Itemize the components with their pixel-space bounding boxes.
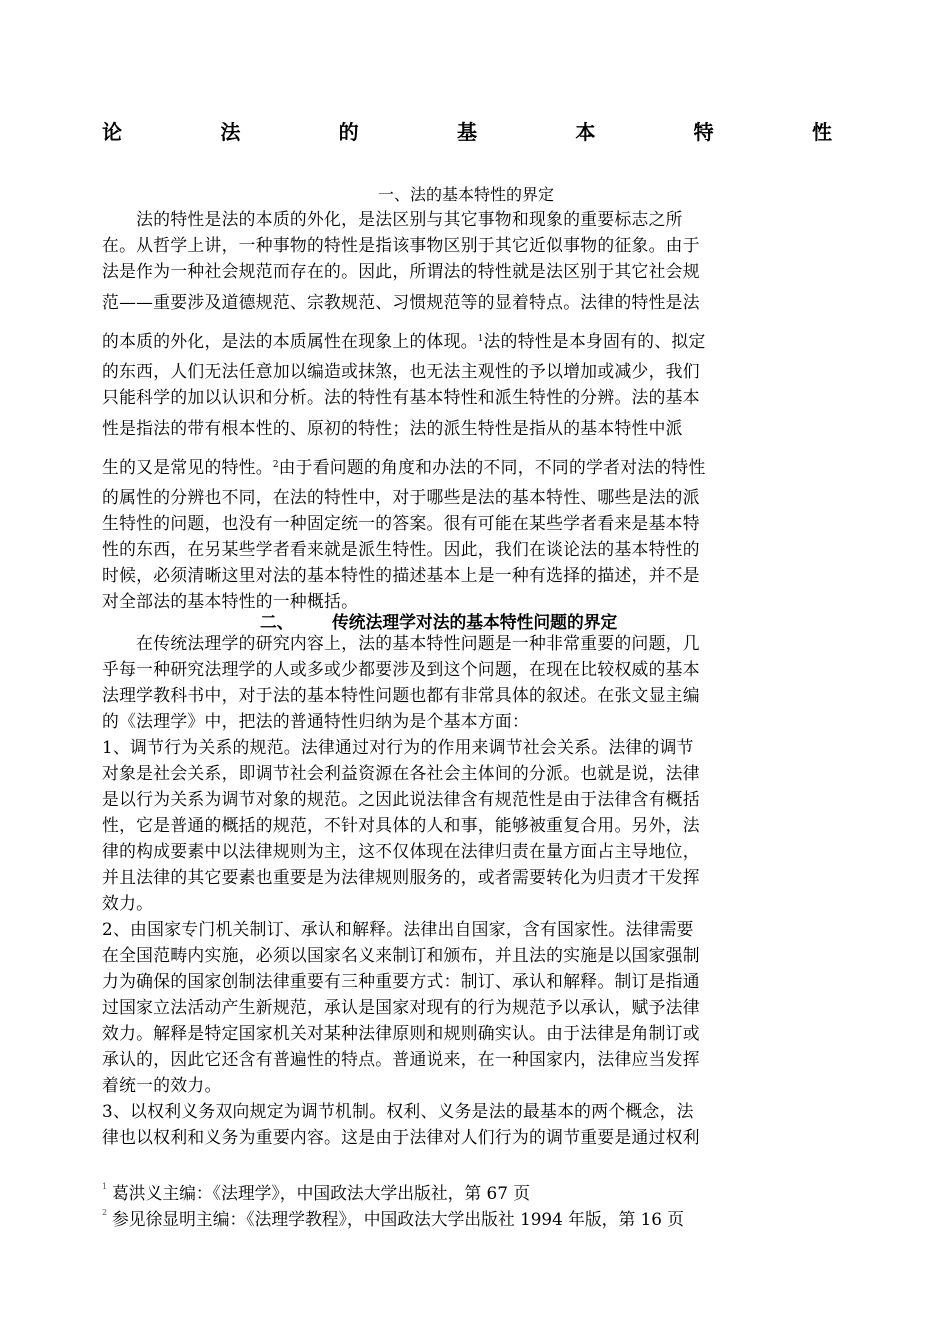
paragraph-line: 的属性的分辨也不同，在法的特性中，对于哪些是法的基本特性、哪些是法的派 [102,487,700,507]
paragraph-line: 性是指法的带有根本性的、原初的特性；法的派生特性是指从的基本特性中派 [102,418,683,438]
list-item-line: 律的构成要素中以法律规则为主，这不仅体现在法律归责在量方面占主导地位， [102,841,700,861]
title-char: 的 [338,120,359,144]
title-char: 性 [811,120,832,144]
paragraph-line: 的东西，人们无法任意加以编造或抹煞，也无法主观性的予以增加或减少，我们 [102,361,700,381]
footnote-mark: 2 [102,1208,108,1217]
paragraph-line: 乎每一种研究法理学的人或多或少都要涉及到这个问题，在现在比较权威的基本 [102,659,700,679]
paragraph-line: 对全部法的基本特性的一种概括。 [102,591,359,611]
list-item-line: 着统一的效力。 [102,1075,222,1095]
list-item-line: 2、由国家专门机关制订、承认和解释。法律出自国家，含有国家性。法律需要 [102,919,694,939]
footnote-ref-1[interactable]: 1 [477,334,484,344]
paragraph-line: 生特性的问题，也没有一种固定统一的答案。很有可能在某些学者看来是基本特 [102,513,700,533]
paragraph-line: 只能科学的加以认识和分析。法的特性有基本特性和派生特性的分辨。法的基本 [102,387,700,407]
list-item-line: 效力。解释是特定国家机关对某种法律原则和规则确实认。由于法律是角制订或 [102,1023,700,1043]
title-char: 本 [575,120,596,144]
list-item-line: 3、以权利义务双向规定为调节机制。权利、义务是法的最基本的两个概念，法 [102,1101,694,1121]
list-item-line: 承认的，因此它还含有普遍性的特点。普通说来，在一种国家内，法律应当发挥 [102,1049,700,1069]
list-item-line: 力为确保的国家创制法律重要有三种重要方式：制订、承认和解释。制订是指通 [102,971,700,991]
paragraph-line: 的《法理学》中，把法的普通特性归纳为是个基本方面： [102,711,530,731]
footnote-2 [102,1206,862,1232]
list-item-line: 过国家立法活动产生新规范，承认是国家对现有的行为规范予以承认，赋予法律 [102,997,700,1017]
paragraph-line: 在传统法理学的研究内容上，法的基本特性问题是一种非常重要的问题，几 [102,633,700,653]
list-item-line: 效力。 [102,893,154,913]
title-char: 基 [456,120,477,144]
paragraph-line: 法是作为一种社会规范而存在的。因此，所谓法的特性就是法区别于其它社会规 [102,261,700,281]
section-2-body [102,630,830,1150]
footnote-1 [102,1180,862,1206]
paragraph-line: 范——重要涉及道德规范、宗教规范、习惯规范等的显着特点。法律的特性是法 [102,292,700,312]
section-1-body [102,206,830,614]
section-2-title: 传统法理学对法的基本特性问题的界定 [332,612,618,632]
title-char: 法 [220,120,241,144]
paragraph-line: 性的东西，在另某些学者看来就是派生特性。因此，我们在谈论法的基本特性的 [102,539,700,559]
paragraph-line: 法的特性是法的本质的外化，是法区别与其它事物和现象的重要标志之所 [102,209,683,229]
list-item-line: 对象是社会关系，即调节社会利益资源在各社会主体间的分派。也就是说，法律 [102,763,700,783]
footnote-text: 葛洪义主编：《法理学》，中国政法大学出版社，第 67 页 [112,1183,530,1203]
section-1-heading: 一、法的基本特性的界定 [377,185,554,204]
list-item-line: 在全国范畴内实施，必须以国家名义来制订和颁布，并且法的实施是以国家强制 [102,945,700,965]
footnote-ref-2[interactable]: 2 [272,460,279,470]
list-item-line: 是以行为关系为调节对象的规范。之因此说法律含有规范性是由于法律含有概括 [102,789,700,809]
section-2-number: 二、 [260,612,294,632]
paragraph-line: 法理学教科书中，对于法的基本特性问题也都有非常具体的叙述。在张文显主编 [102,685,700,705]
list-item-line: 律也以权利和义务为重要内容。这是由于法律对人们行为的调节重要是通过权利 [102,1127,700,1147]
paragraph-line: 的本质的外化，是法的本质属性在现象上的体现。$^1$法的特性是本身固有的、拟定 [102,331,706,351]
paragraph-line: 时候，必须清晰这里对法的基本特性的描述基本上是一种有选择的描述，并不是 [102,565,700,585]
list-item-line: 性，它是普通的概括的规范，不针对具体的人和事，能够被重复合用。另外，法 [102,815,700,835]
paragraph-line: 在。从哲学上讲，一种事物的特性是指该事物区别于其它近似事物的征象。由于 [102,235,700,255]
footnotes [102,1180,862,1232]
list-item-line: 并且法律的其它要素也重要是为法律规则服务的，或者需要转化为归责才干发挥 [102,867,700,887]
paragraph-line: 生的又是常见的特性。$^2$由于看问题的角度和办法的不同，不同的学者对法的特性 [102,457,706,477]
list-item-line: 1、调节行为关系的规范。法律通过对行为的作用来调节社会关系。法律的调节 [102,737,694,757]
footnote-mark: 1 [102,1182,108,1191]
title-char: 论 [102,120,122,144]
footnote-text: 参见徐显明主编：《法理学教程》，中国政法大学出版社 1994 年版，第 16 页 [112,1209,685,1229]
document-title [102,118,832,146]
title-char: 特 [693,120,714,144]
